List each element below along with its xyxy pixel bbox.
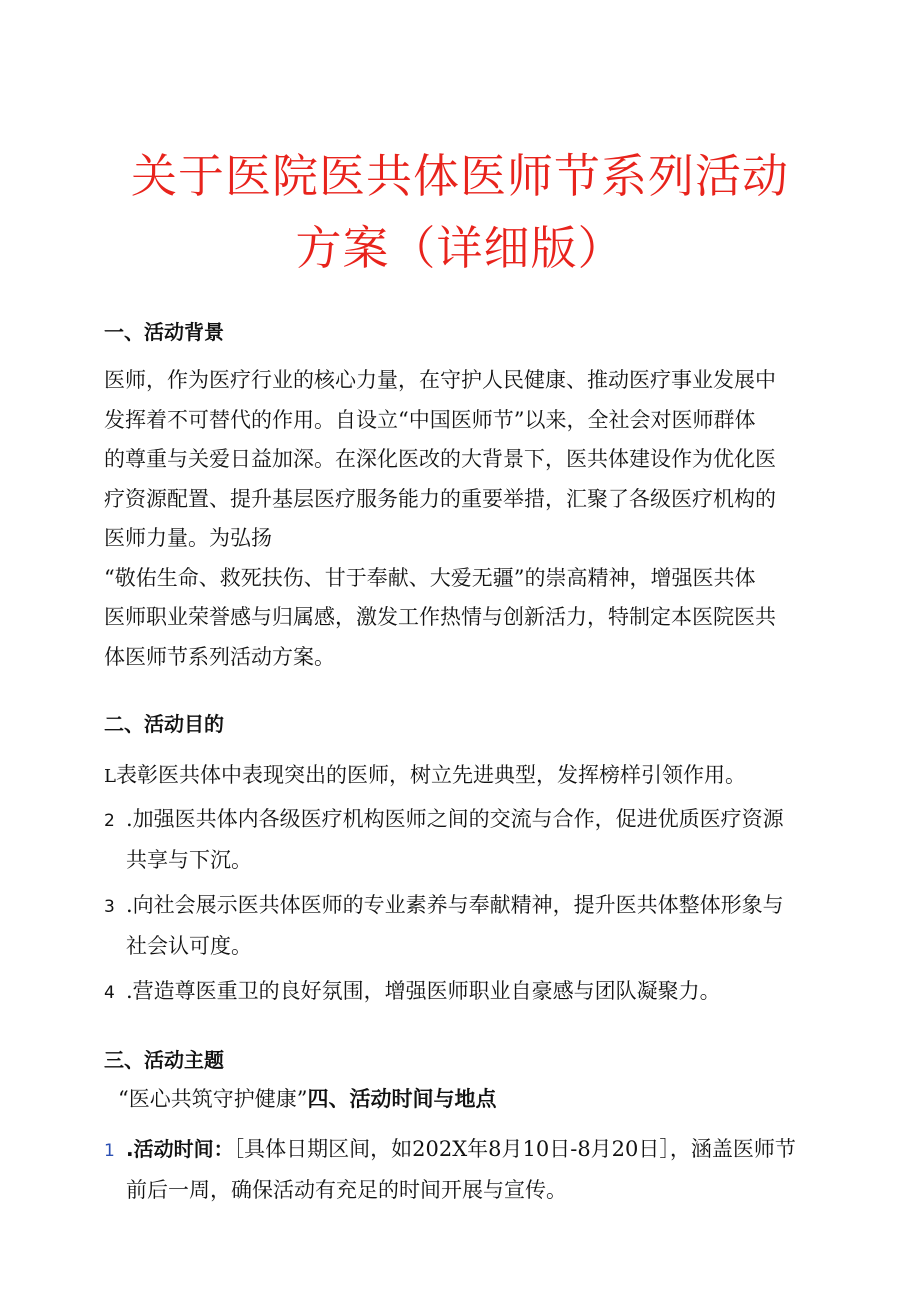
item-text: 表彰医共体中表现突出的医师，树立先进典型，发挥榜样引领作用。 (115, 763, 746, 787)
item-number: L (104, 766, 116, 787)
time-label: .活动时间： (126, 1137, 234, 1161)
item-number: 3 (104, 897, 115, 917)
time-text: ［具体日期区间，如202X年8月10日-8月20日］，涵盖医师节 (233, 1137, 796, 1161)
purpose-item-1 (104, 756, 804, 796)
item-text-continued: 共享与下沉。 (126, 848, 252, 872)
purpose-item-3 (104, 886, 804, 966)
paragraph-line: “敬佑生命、救死扶伤、甘于奉献、大爱无疆”的崇高精神，增强医共体 (104, 565, 756, 590)
item-number: 2 (104, 811, 115, 831)
document-title-line2: 方案（详细版） (295, 221, 625, 275)
paragraph-line: 体医师节系列活动方案。 (104, 644, 335, 669)
paragraph-line: 发挥着不可替代的作用。自设立“中国医师节”以来，全社会对医师群体 (104, 407, 756, 432)
background-paragraph (104, 361, 804, 677)
time-item-1 (104, 1130, 804, 1210)
item-text-continued: 社会认可度。 (126, 934, 252, 958)
document-title-line1: 关于医院医共体医师节系列活动 (131, 149, 789, 203)
paragraph-line: 医师职业荣誉感与归属感，激发工作热情与创新活力，特制定本医院医共 (104, 605, 776, 629)
item-text: .加强医共体内各级医疗机构医师之间的交流与合作，促进优质医疗资源 (126, 807, 784, 831)
time-text-continued: 前后一周，确保活动有充足的时间开展与宣传。 (126, 1178, 567, 1202)
paragraph-line: 医师力量。为弘扬 (104, 526, 272, 550)
purpose-item-4 (104, 972, 804, 1013)
theme-line (118, 1080, 818, 1119)
item-text: .营造尊医重卫的良好氛围，增强医师职业自豪感与团队凝聚力。 (126, 979, 721, 1003)
section-heading-time-location: 四、活动时间与地点 (307, 1087, 497, 1111)
paragraph-line: 疗资源配置、提升基层医疗服务能力的重要举措，汇聚了各级医疗机构的 (104, 486, 776, 511)
section-heading-background: 一、活动背景 (104, 320, 224, 344)
item-number: 4 (104, 983, 115, 1003)
section-heading-purpose: 二、活动目的 (104, 712, 224, 736)
purpose-item-2 (104, 800, 804, 880)
section-heading-theme: 三、活动主题 (104, 1048, 224, 1072)
item-text: .向社会展示医共体医师的专业素养与奉献精神，提升医共体整体形象与 (126, 893, 784, 917)
paragraph-line: 医师，作为医疗行业的核心力量，在守护人民健康、推动医疗事业发展中 (104, 368, 776, 392)
paragraph-line: 的尊重与关爱日益加深。在深化医改的大背景下，医共体建设作为优化医 (104, 447, 776, 471)
theme-text: “医心共筑守护健康” (118, 1087, 308, 1111)
item-number: 1 (104, 1141, 115, 1161)
